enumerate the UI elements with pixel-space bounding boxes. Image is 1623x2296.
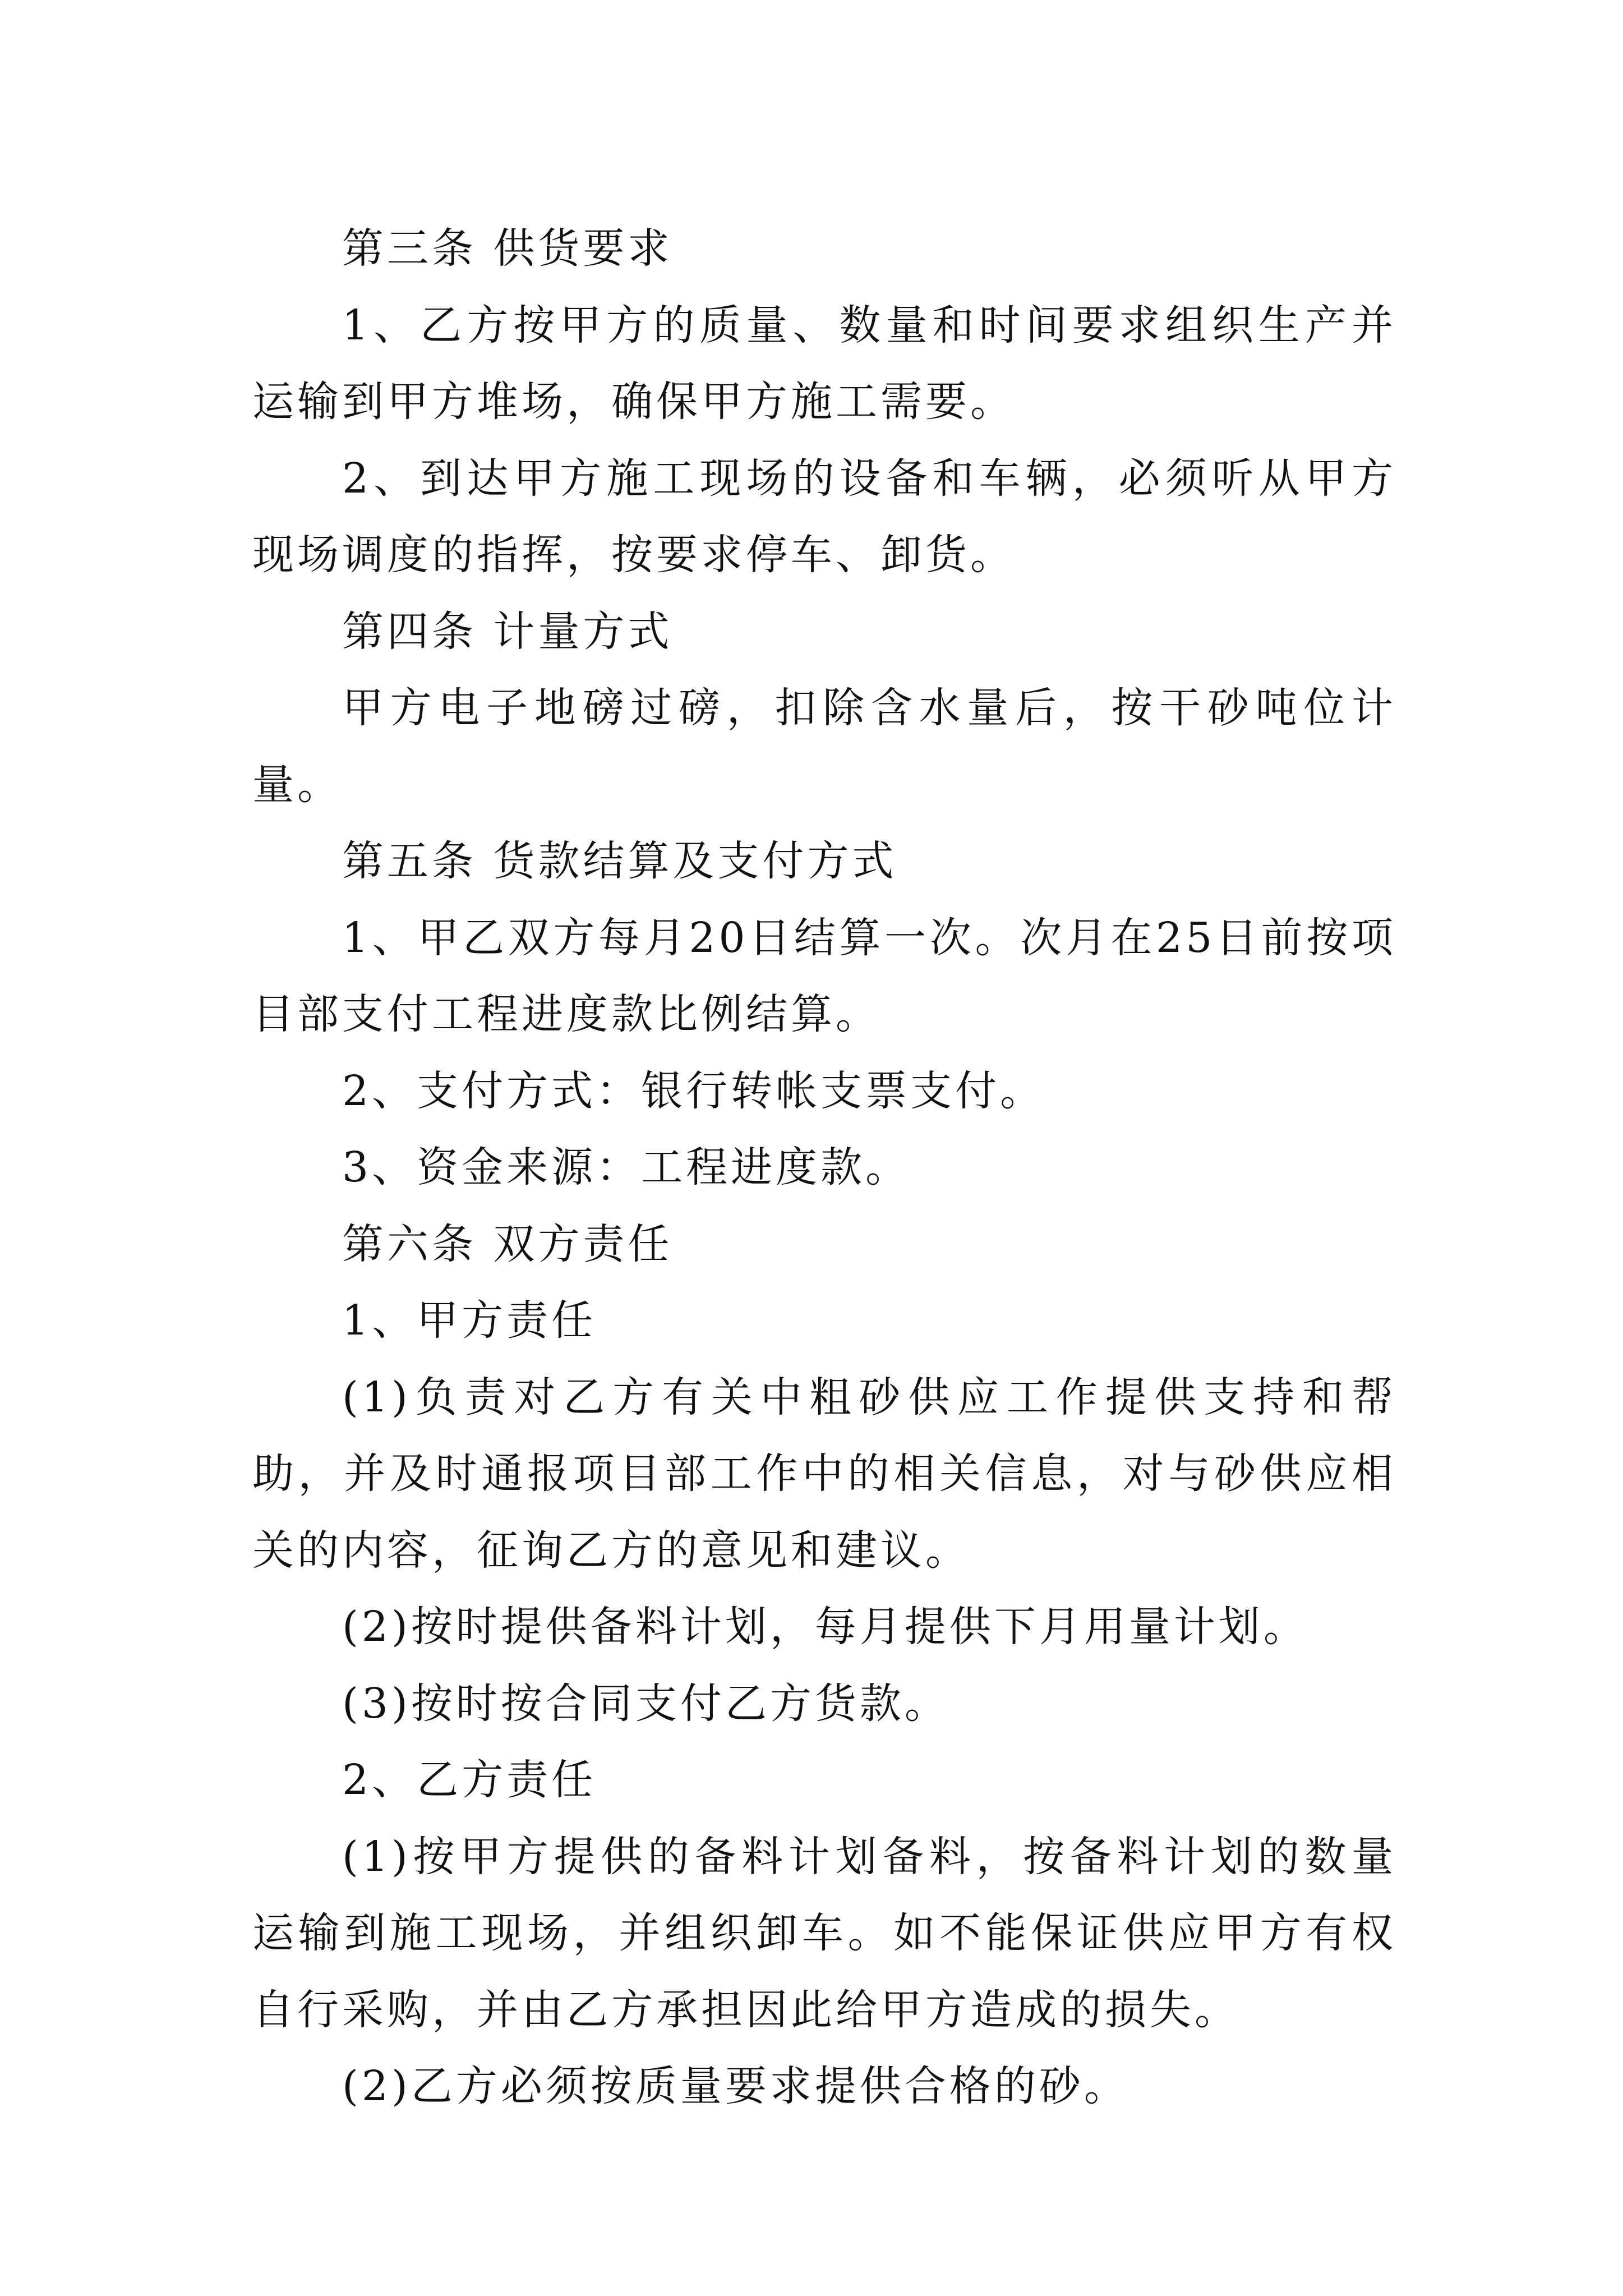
party-b-responsibility-title: 2、乙方责任 [342,1756,597,1804]
party-b-responsibility-1: (1)按甲方提供的备料计划备料，按备料计划的数量运输到施工现场，并组织卸车。如不能保证供应甲方有权自行采购，并由乙方承担因此给甲方造成的损失。 [252,1832,1396,2034]
article-3-item-1: 1、乙方按甲方的质量、数量和时间要求组织生产并运输到甲方堆场，确保甲方施工需要。 [252,301,1396,426]
article-5-item-1: 1、甲乙双方每月20日结算一次。次月在25日前按项目部支付工程进度款比例结算。 [252,913,1396,1038]
party-a-responsibility-1: (1)负责对乙方有关中粗砂供应工作提供支持和帮助，并及时通报项目部工作中的相关信息，对与砂供应相关的内容，征询乙方的意见和建议。 [252,1373,1396,1575]
article-5-heading: 第五条 货款结算及支付方式 [342,837,897,885]
party-a-responsibility-2: (2)按时提供备料计划，每月提供下月用量计划。 [342,1603,1308,1651]
article-6-heading: 第六条 双方责任 [342,1220,673,1268]
article-3-item-2: 2、到达甲方施工现场的设备和车辆，必须听从甲方现场调度的指挥，按要求停车、卸货。 [252,454,1396,579]
article-4-heading: 第四条 计量方式 [342,607,673,656]
article-3-heading: 第三条 供货要求 [342,224,673,273]
party-a-responsibility-3: (3)按时按合同支付乙方货款。 [342,1679,949,1728]
article-5-item-3: 3、资金来源：工程进度款。 [342,1143,911,1191]
document-body [252,210,1396,2125]
party-b-responsibility-2: (2)乙方必须按质量要求提供合格的砂。 [342,2062,1129,2110]
article-4-text: 甲方电子地磅过磅，扣除含水量后，按干砂吨位计量。 [252,684,1396,809]
article-5-item-2: 2、支付方式：银行转帐支票支付。 [342,1066,1045,1115]
party-a-responsibility-title: 1、甲方责任 [342,1296,597,1345]
